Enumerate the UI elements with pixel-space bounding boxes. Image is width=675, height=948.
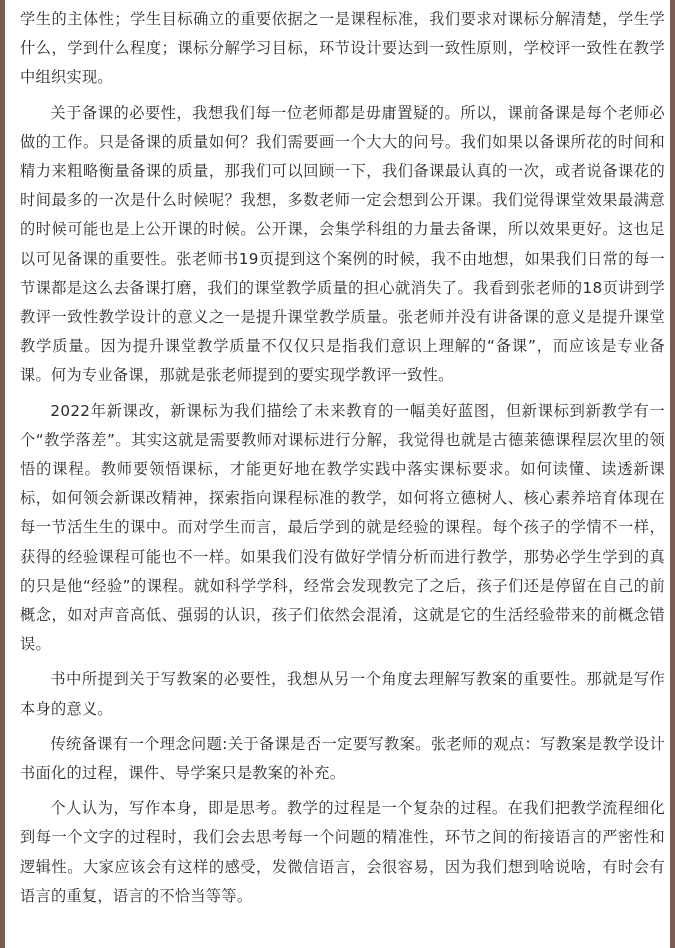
paragraph-writing-is-thinking: 个人认为，写作本身，即是思考。教学的过程是一个复杂的过程。在我们把教学流程细化到每一个文字的过程时，我们会去思考每一个问题的精准性，环节之间的衔接语言的严密性和逻辑性。大家应该会有这样的感受，发微信语言，会很容易，因为我们想到啥说啥，有时会有语言的重复，语言的不恰当等等。 [20, 799, 665, 905]
article-body [20, 0, 665, 917]
paragraph-lesson-plan-writing: 书中所提到关于写教案的必要性，我想从另一个角度去理解写教案的重要性。那就是写作本身的意义。 [20, 670, 665, 718]
paragraph-subject-standard: 学生的主体性；学生目标确立的重要依据之一是课程标准，我们要求对课标分解清楚，学生学什么，学到什么程度；课标分解学习目标，环节设计要达到一致性原则，学校评一致性在教学中组织实现。 [20, 10, 665, 87]
paragraph-curriculum-reform: 2022年新课改，新课标为我们描绘了未来教育的一幅美好蓝图，但新课标到新教学有一个“教学落差”。其实这就是需要教师对课标进行分解，我觉得也就是古德莱德课程层次里的领悟的课程。教师要领悟课标，才能更好地在教学实践中落实课标要求。如何读懂、读透新课标，如何领会新课改精神，探索指向课程标准的教学，如何将立德树人、核心素养培育体现在每一节活生生的课中。而对学生而言，最后学到的就是经验的课程。每个孩子的学情不一样，获得的经验课程可能也不一样。如果我们没有做好学情分析而进行教学，那势必学生学到的真的只是他“经验”的课程。就如科学学科，经常会发现教完了之后，孩子们还是停留在自己的前概念，如对声音高低、强弱的认识，孩子们依然会混淆，这就是它的生活经验带来的前概念错误。 [20, 401, 665, 654]
paragraph-traditional-prep: 传统备课有一个理念问题:关于备课是否一定要写教案。张老师的观点：写教案是教学设计书面化的过程，课件、导学案只是教案的补充。 [20, 734, 665, 783]
paragraph-lesson-prep-necessity: 关于备课的必要性，我想我们每一位老师都是毋庸置疑的。所以，课前备课是每个老师必做的工作。只是备课的质量如何？我们需要画一个大大的问号。我们如果以备课所花的时间和精力来粗略衡量备课的质量，那我们可以回顾一下，我们备课最认真的一次，或者说备课花的时间最多的一次是什么时候呢？我想，多数老师一定会想到公开课。我们觉得课堂效果最满意的时候可能也是上公开课的时候。公开课，会集学科组的力量去备课，所以效果更好。这也足以可见备课的重要性。张老师书19页提到这个案例的时候，我不由地想，如果我们日常的每一节课都是这么去备课打磨，我们的课堂教学质量的担心就消失了。我看到张老师的18页讲到学教评一致性教学设计的意义之一是提升课堂教学质量。张老师并没有讲备课的意义是提升课堂教学质量。因为提升课堂教学质量不仅仅只是指我们意识上理解的“备课”，而应该是专业备课。何为专业备课，那就是张老师提到的要实现学教评一致性。 [20, 103, 665, 385]
